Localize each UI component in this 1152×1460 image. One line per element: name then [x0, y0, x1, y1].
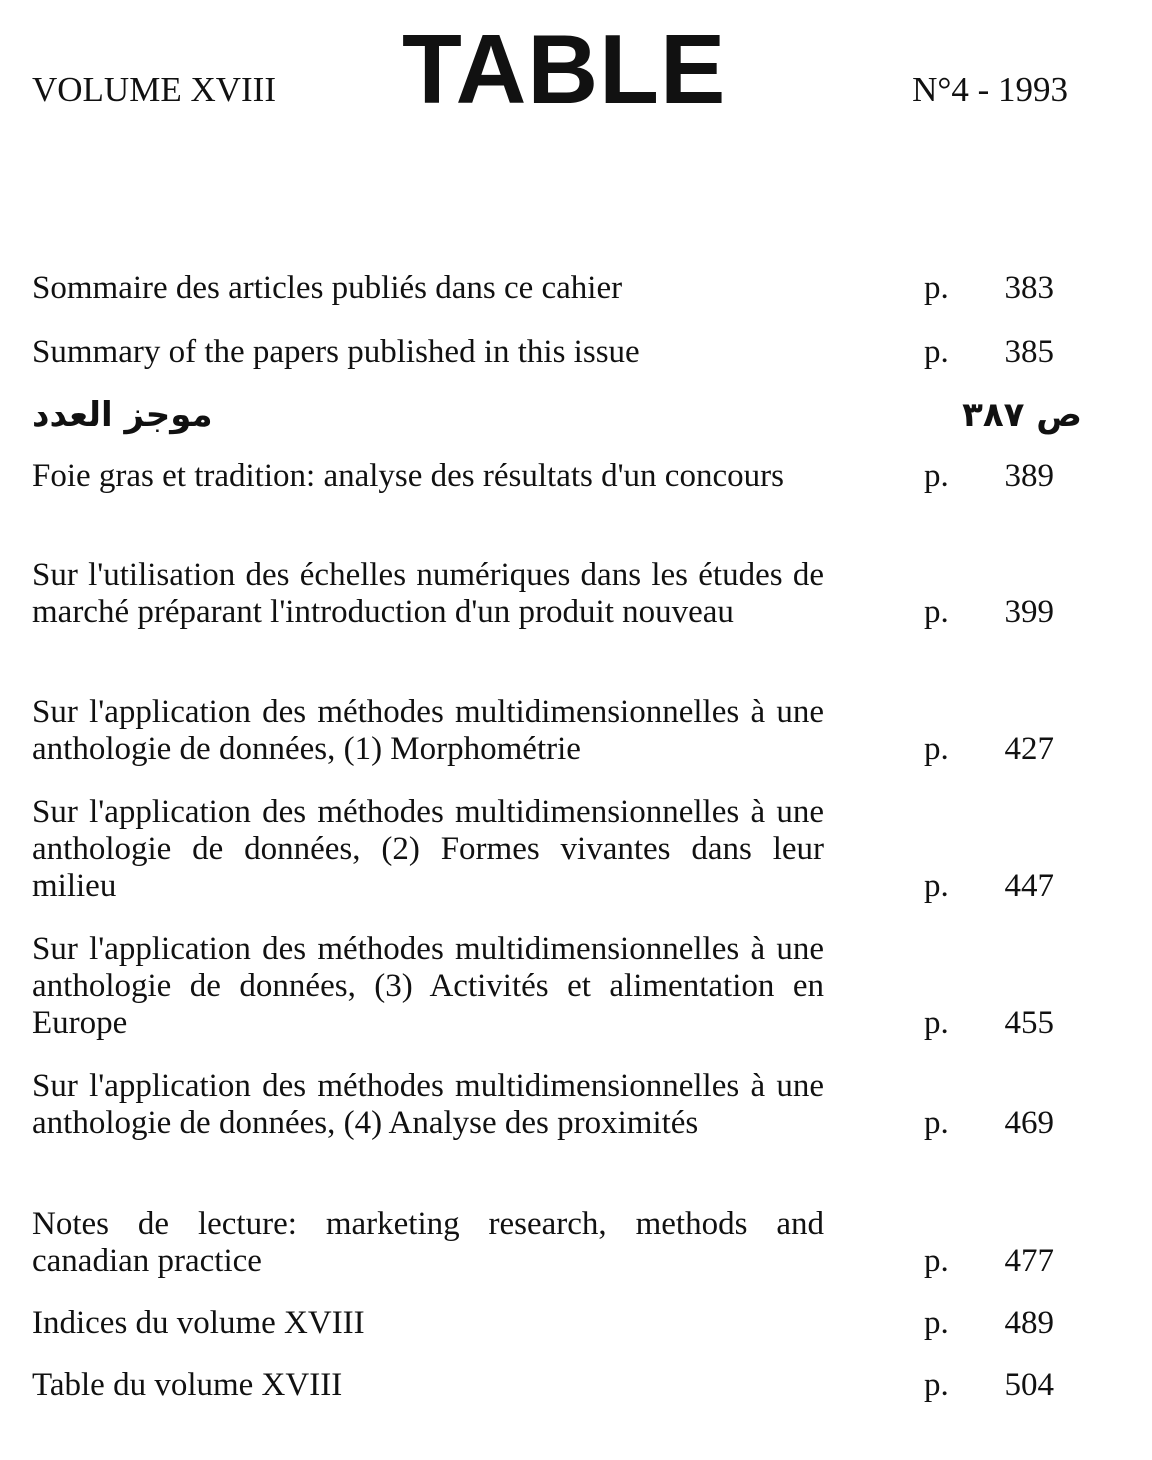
page-abbrev: p.: [924, 1005, 949, 1041]
toc-entry-foie-gras: [32, 458, 1062, 495]
entry-title: Indices du volume XVIII: [32, 1305, 365, 1341]
page-number: 389: [1004, 458, 1054, 494]
page-abbrev: p.: [924, 1367, 949, 1403]
toc-entry-multidim-3: [32, 931, 1062, 1042]
entry-title: Summary of the papers published in this issue: [32, 334, 640, 370]
page-abbrev: p.: [924, 334, 949, 370]
toc-entry-summary-ar: [32, 395, 1082, 445]
toc-entry-multidim-4: [32, 1068, 1062, 1142]
entry-title: Foie gras et tradition: analyse des résultats d'un concours: [32, 458, 784, 494]
page-abbrev: p.: [924, 1105, 949, 1141]
arabic-entry-title: موجز العدد: [32, 395, 213, 435]
page-number: 455: [1004, 1005, 1054, 1041]
toc-entry-notes-lecture: [32, 1206, 1062, 1280]
page-abbrev: p.: [924, 731, 949, 767]
page-number: 383: [1004, 270, 1054, 306]
toc-entry-multidim-1: [32, 694, 1062, 768]
page-abbrev: p.: [924, 270, 949, 306]
entry-title: Notes de lecture: marketing research, methods and canadian practice: [32, 1206, 824, 1279]
page-number: 489: [1004, 1305, 1054, 1341]
entry-title: Sur l'utilisation des échelles numériques dans les études de marché préparant l'introduction d'un produit nouveau: [32, 557, 824, 630]
entry-title: Sur l'application des méthodes multidimensionnelles à une anthologie de données, (2) Formes vivantes dans leur milieu: [32, 794, 824, 904]
page-title: TABLE: [402, 14, 727, 124]
page-abbrev: p.: [924, 594, 949, 630]
page-number: 504: [1004, 1367, 1054, 1403]
page-number: 447: [1004, 868, 1054, 904]
toc-entry-echelles: [32, 557, 1062, 631]
entry-title: Sur l'application des méthodes multidimensionnelles à une anthologie de données, (3) Activités et alimentation en Europe: [32, 931, 824, 1041]
page-abbrev: p.: [924, 458, 949, 494]
toc-entry-table-volume: [32, 1367, 1062, 1404]
page-number: 399: [1004, 594, 1054, 630]
page-number: 477: [1004, 1243, 1054, 1279]
entry-title: Table du volume XVIII: [32, 1367, 343, 1403]
entry-title: Sur l'application des méthodes multidimensionnelles à une anthologie de données, (1) Morphométrie: [32, 694, 824, 767]
entry-title: Sommaire des articles publiés dans ce cahier: [32, 270, 623, 306]
toc-entry-multidim-2: [32, 794, 1062, 905]
page-number: 469: [1004, 1105, 1054, 1141]
page-abbrev: p.: [924, 868, 949, 904]
issue-label: N°4 - 1993: [912, 70, 1068, 109]
toc-entry-summary-fr: [32, 270, 1062, 307]
volume-label: VOLUME XVIII: [32, 70, 276, 109]
toc-entry-summary-en: [32, 334, 1062, 371]
toc-entry-indices: [32, 1305, 1062, 1342]
page-number: 427: [1004, 731, 1054, 767]
page-abbrev: p.: [924, 1305, 949, 1341]
entry-title: Sur l'application des méthodes multidimensionnelles à une anthologie de données, (4) Analyse des proximités: [32, 1068, 824, 1141]
page-abbrev: p.: [924, 1243, 949, 1279]
arabic-entry-page: ص ٣٨٧: [962, 395, 1082, 435]
page-number: 385: [1004, 334, 1054, 370]
